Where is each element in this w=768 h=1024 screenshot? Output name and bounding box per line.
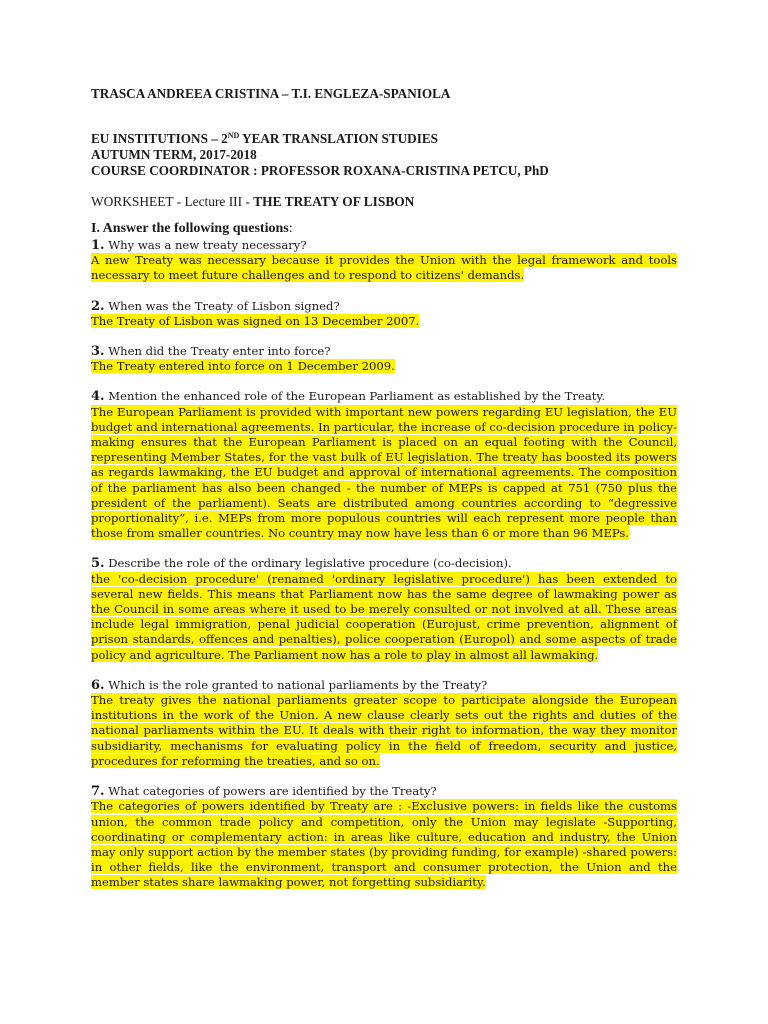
answer-text <box>91 693 677 769</box>
question-block <box>91 678 677 769</box>
answer-line: international agreements. The composition of the parliament has also been changed - the <box>91 465 677 495</box>
answer-text <box>91 314 677 329</box>
answer-line: number of MEPs is capped at 751 (750 plus the president of the parliament). Seats are <box>91 480 677 510</box>
question-text <box>91 678 677 693</box>
answer-line: the Council in some areas where it used to be merely consulted or not involved at all. These areas <box>91 602 677 617</box>
answer-line: include legal immigration, penal judicial cooperation (Eurojust, crime prevention, alignment of <box>91 617 677 632</box>
question-text <box>91 784 677 799</box>
question-label: When was the Treaty of Lisbon signed? <box>104 298 340 313</box>
question-block <box>91 344 677 374</box>
coordinator-line: COURSE COORDINATOR : PROFESSOR ROXANA-CRISTINA PETCU, PhD <box>91 163 549 178</box>
question-block <box>91 784 677 890</box>
answer-text <box>91 572 677 663</box>
answer-line: treaty has boosted its powers as regards lawmaking, the EU budget and approval of <box>91 450 677 480</box>
answer-line: A new Treaty was necessary because it provides the Union with the legal framework and tools <box>91 253 677 268</box>
answer-line: Union and the member states share lawmaking power, not forgetting subsidiarity. <box>91 860 677 890</box>
question-number: 4. <box>91 389 105 405</box>
answer-line: necessary to meet future challenges and to respond to citizens' demands. <box>91 268 525 283</box>
answer-line: -shared powers: in other fields, like the environment, transport and consumer protection, the <box>91 844 678 875</box>
question-label: When did the Treaty enter into force? <box>104 344 331 359</box>
answer-line: The categories of powers identified by Treaty are : <box>91 799 403 814</box>
answer-highlight <box>91 359 395 373</box>
question-list <box>91 238 677 891</box>
answer-line: the EU budget and international agreements. In particular, the increase of co-decision <box>91 404 677 434</box>
question-label: Mention the enhanced role of the European Parliament as established by the Treaty. <box>104 389 606 404</box>
document-page <box>91 86 677 906</box>
answer-highlight <box>91 693 677 768</box>
question-text <box>91 389 677 404</box>
answer-line: monitor subsidiarity, mechanisms for evaluating policy in the field of freedom, security and <box>91 723 677 753</box>
question-number: 3. <box>91 344 105 360</box>
question-number: 5. <box>91 556 105 572</box>
question-text <box>91 344 677 359</box>
answer-highlight <box>91 405 677 541</box>
answer-line: procedure in policy-making ensures that the European Parliament is placed on an equal <box>91 419 677 450</box>
answer-text <box>91 253 677 283</box>
section-title: I. Answer the following questions: <box>91 221 293 236</box>
answer-line: only the Union may legislate <box>411 814 596 829</box>
answer-highlight <box>91 253 677 282</box>
answer-text <box>91 799 677 890</box>
question-block <box>91 238 677 284</box>
answer-line: several new fields. This means that Parliament now has the same degree of lawmaking power as <box>91 586 677 601</box>
question-label: What categories of powers are identified by the Treaty? <box>104 784 437 799</box>
answer-line: national parliaments within the EU. It deals with their right to information, the way they <box>91 723 626 738</box>
answer-line: policy and agriculture. The Parliament now has a role to play in almost all lawmaking. <box>91 647 599 662</box>
question-label: Describe the role of the ordinary legislative procedure (co-decision). <box>104 556 512 571</box>
answer-highlight <box>91 799 677 889</box>
author-line: TRASCA ANDREEA CRISTINA – T.I. ENGLEZA-SPANIOLA <box>91 86 451 101</box>
question-number: 6. <box>91 677 105 693</box>
answer-highlight <box>91 314 419 328</box>
question-text <box>91 299 677 314</box>
answer-line: The treaty gives the national parliaments greater scope to participate alongside the European <box>91 693 677 708</box>
answer-line: The Treaty of Lisbon was signed on 13 December 2007. <box>91 313 420 328</box>
question-number: 2. <box>91 298 105 314</box>
answer-line: prison standards, offences and penalties), police cooperation (Europol) and some aspects of trade <box>91 632 677 647</box>
question-block <box>91 556 677 662</box>
answer-line: institutions in the work of the Union. A new clause clearly sets out the rights and duties of the <box>91 708 677 723</box>
question-block <box>91 389 677 541</box>
answer-line: country may now have less than 6 or more than 96 MEPs. <box>288 526 630 541</box>
course-header <box>91 131 677 179</box>
answer-line: The European Parliament is provided with important new powers regarding EU legislation, <box>91 404 632 419</box>
question-block <box>91 299 677 329</box>
course-line: EU INSTITUTIONS – 2ND YEAR TRANSLATION STUDIES <box>91 131 438 146</box>
question-label: Why was a new treaty necessary? <box>104 238 307 252</box>
question-text <box>91 556 677 571</box>
answer-line: footing with the Council, representing Member States, for the vast bulk of EU legislation. The <box>91 435 678 465</box>
answer-line: distributed among countries according to “degressive proportionality”, i.e. MEPs from more <box>91 495 678 526</box>
worksheet-title: WORKSHEET - Lecture III - THE TREATY OF LISBON <box>91 194 415 209</box>
answer-highlight <box>91 572 677 662</box>
answer-line: -Exclusive powers: in fields like the customs union, the common trade policy and competition, <box>91 799 678 829</box>
answer-text <box>91 359 677 374</box>
answer-line: -Supporting, coordinating or complementary action: in areas like culture, education and industry, <box>91 814 677 844</box>
answer-line: The Treaty entered into force on 1 December 2009. <box>91 359 395 374</box>
answer-line: populous countries will each represent more people than those from smaller countries. No <box>91 511 677 541</box>
answer-line: justice, procedures for reforming the treaties, and so on. <box>91 738 677 768</box>
answer-line: the 'co-decision procedure' (renamed 'ordinary legislative procedure') has been extended to <box>91 571 677 586</box>
answer-text <box>91 405 677 542</box>
term-line: AUTUMN TERM, 2017-2018 <box>91 147 257 162</box>
question-text <box>91 238 677 253</box>
question-label: Which is the role granted to national parliaments by the Treaty? <box>104 677 488 692</box>
question-number: 7. <box>91 784 105 800</box>
question-number: 1. <box>91 238 105 253</box>
answer-line: the Union may only support action by the member states (by providing funding, for example) <box>91 829 677 859</box>
